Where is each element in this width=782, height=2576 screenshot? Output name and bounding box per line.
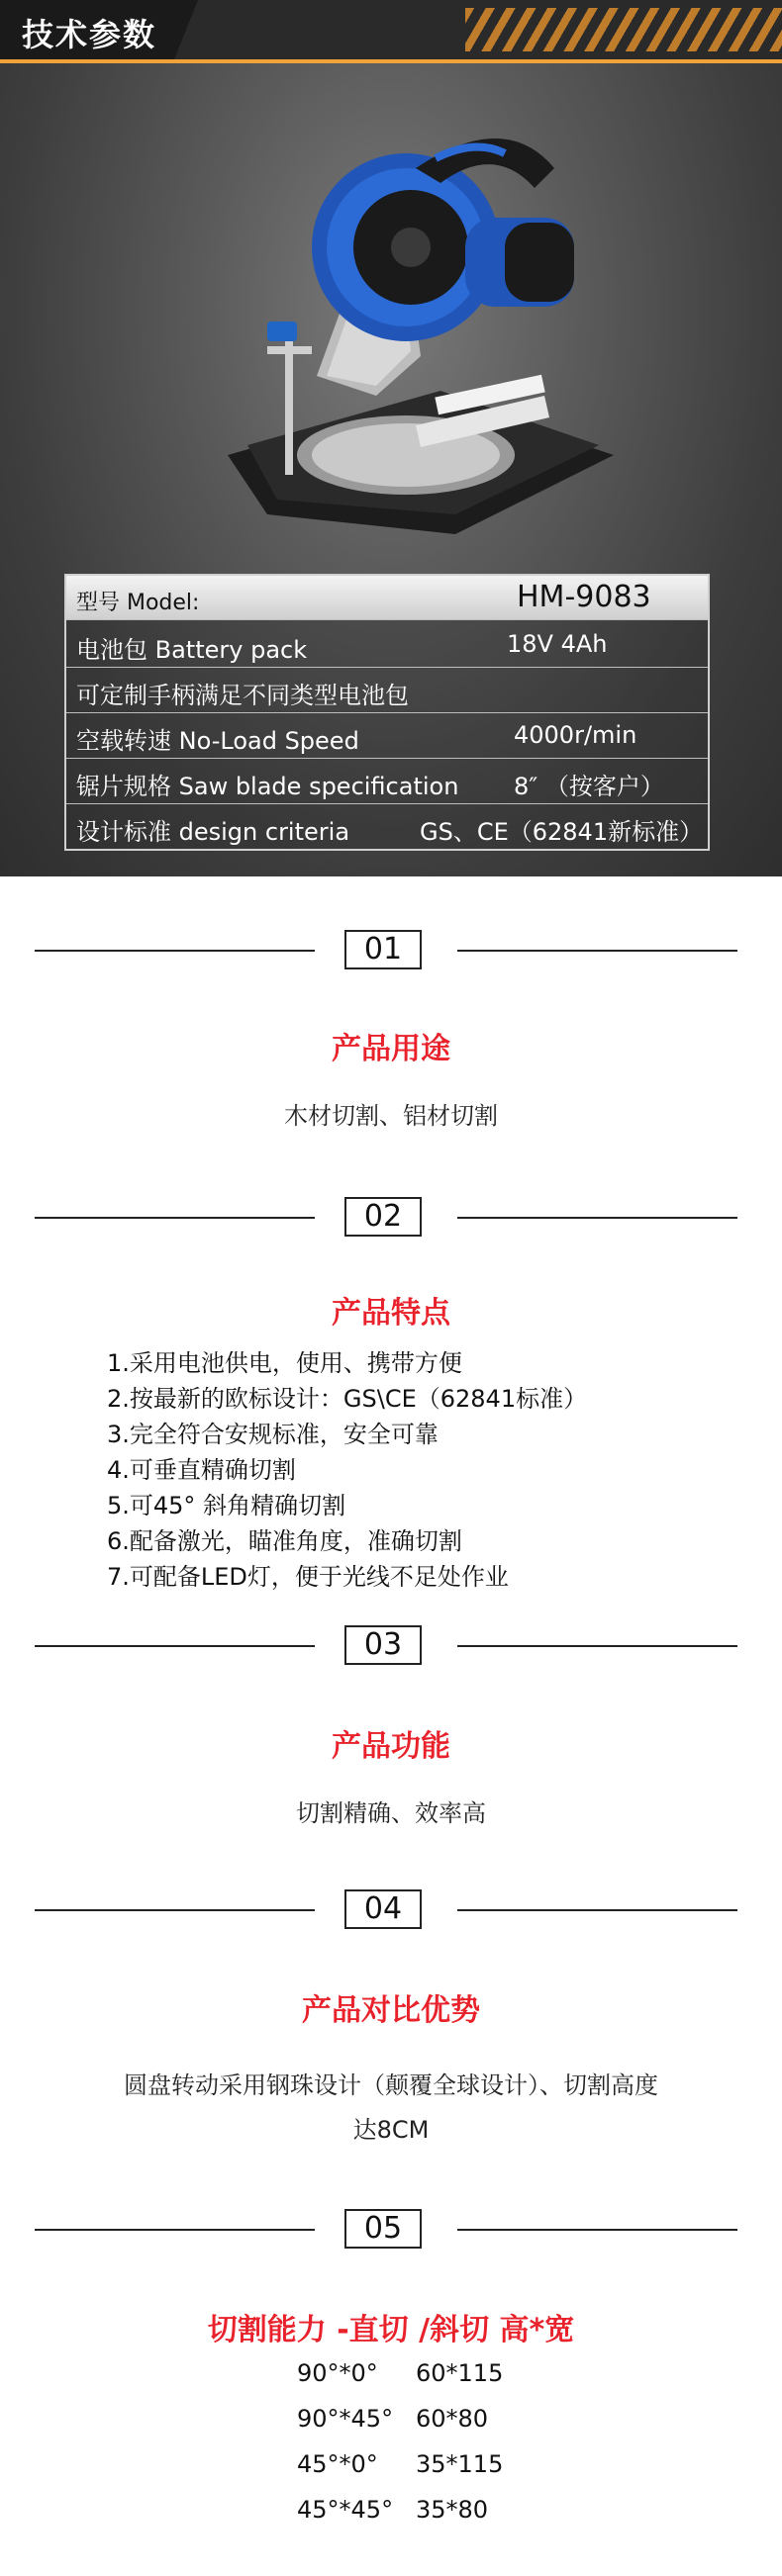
section-divider-01 [0, 930, 782, 969]
title-bar [0, 0, 782, 63]
spec-value: GS、CE（62841新标准） [420, 818, 704, 846]
table-row [297, 2496, 554, 2528]
size-cell: 35*115 [416, 2450, 504, 2478]
angle-cell: 45°*0° [297, 2450, 378, 2478]
list-item: 3.完全符合安规标准，安全可靠 [107, 1421, 439, 1448]
model-label: 型号 Model: [76, 591, 200, 615]
divider-line [35, 1217, 315, 1219]
section-divider-02 [0, 1197, 782, 1237]
spec-row-handle [66, 667, 708, 713]
section-body-line-2: 达8CM [352, 2116, 430, 2144]
size-cell: 60*115 [416, 2359, 504, 2387]
size-cell: 35*80 [416, 2496, 489, 2524]
list-item: 1.采用电池供电，使用、携带方便 [107, 1349, 462, 1377]
section-body: 木材切割、铝材切割 [284, 1102, 498, 1130]
spec-value: 4000r/min [514, 721, 637, 749]
model-value: HM-9083 [517, 580, 651, 614]
miter-saw-image [208, 99, 624, 554]
list-item: 6.配备激光，瞄准角度，准确切割 [107, 1527, 462, 1555]
spec-label: 可定制手柄满足不同类型电池包 [76, 682, 409, 709]
divider-line [35, 2229, 315, 2231]
section-title: 产品对比优势 [302, 1993, 480, 2028]
table-row [297, 2359, 554, 2391]
spec-label: 电池包 Battery pack [76, 636, 308, 664]
spec-panel [0, 0, 782, 876]
table-row [297, 2450, 554, 2482]
section-number: 02 [344, 1197, 422, 1237]
spec-label: 设计标准 design criteria [76, 818, 350, 846]
feature-list [107, 1345, 701, 1595]
divider-line [457, 2229, 737, 2231]
divider-line [35, 1909, 315, 1911]
section-title: 产品用途 [332, 1032, 450, 1066]
divider-line [457, 950, 737, 952]
divider-line [35, 1645, 315, 1647]
divider-line [457, 1217, 737, 1219]
spec-table [64, 574, 710, 851]
section-divider-05 [0, 2209, 782, 2249]
divider-line [35, 950, 315, 952]
angle-cell: 45°*45° [297, 2496, 394, 2524]
section-body-line-1: 圆盘转动采用钢珠设计（颠覆全球设计）、切割高度 [124, 2071, 658, 2099]
list-item: 2.按最新的欧标设计：GS\CE（62841标准） [107, 1385, 588, 1413]
spec-row-criteria [66, 803, 708, 849]
spec-label: 空载转速 No-Load Speed [76, 727, 359, 755]
section-title: 产品特点 [332, 1296, 450, 1331]
section-body: 切割精确、效率高 [296, 1799, 486, 1827]
spec-row-speed [66, 712, 708, 759]
spec-row-model [66, 576, 708, 620]
spec-row-battery [66, 621, 708, 668]
list-item: 7.可配备LED灯，便于光线不足处作业 [107, 1563, 509, 1591]
table-row [297, 2405, 554, 2437]
decorative-stripes [465, 8, 782, 51]
section-number: 05 [344, 2209, 422, 2249]
section-number: 01 [344, 930, 422, 969]
section-number: 04 [344, 1889, 422, 1929]
angle-cell: 90°*45° [297, 2405, 394, 2433]
section-title: 产品功能 [332, 1729, 450, 1764]
list-item: 4.可垂直精确切割 [107, 1456, 296, 1484]
size-cell: 60*80 [416, 2405, 489, 2433]
section-divider-03 [0, 1625, 782, 1665]
section-title: 切割能力 -直切 /斜切 高*宽 [207, 2313, 575, 2347]
list-item: 5.可45° 斜角精确切割 [107, 1492, 346, 1519]
section-number: 03 [344, 1625, 422, 1665]
page-title: 技术参数 [22, 16, 157, 53]
section-divider-04 [0, 1889, 782, 1929]
spec-value: 18V 4Ah [507, 630, 608, 658]
spec-value: 8″ （按客户） [514, 773, 664, 800]
divider-line [457, 1909, 737, 1911]
spec-label: 锯片规格 Saw blade specification [76, 773, 459, 800]
divider-line [457, 1645, 737, 1647]
angle-cell: 90°*0° [297, 2359, 378, 2387]
spec-row-blade [66, 758, 708, 804]
